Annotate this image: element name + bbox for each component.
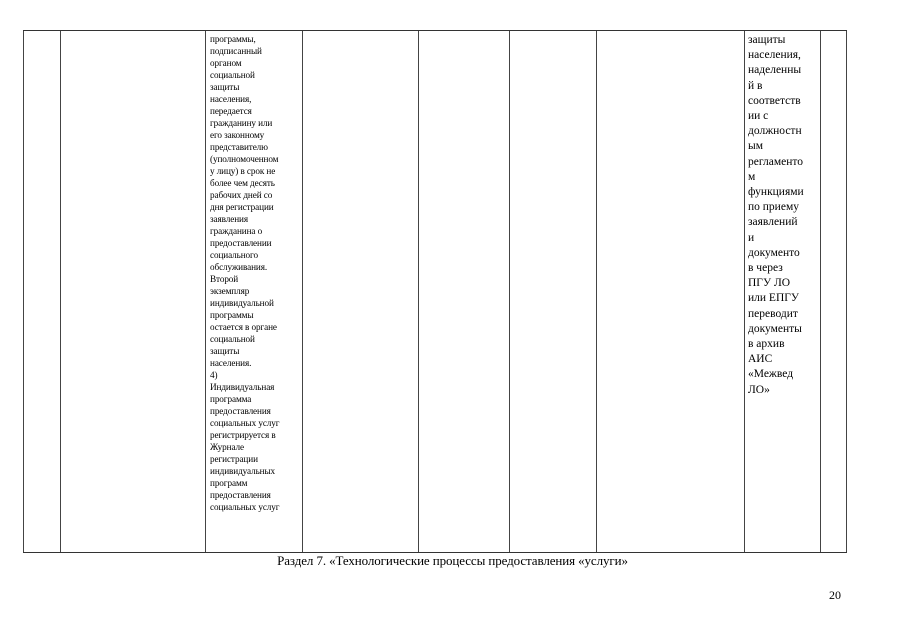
table-column-border (60, 31, 61, 552)
table-column-border (846, 31, 847, 552)
responsible-executor-cell: защиты населения, наделенны й в соответств ии с должностн ым регламенто м функциями по приему заявлений и документо в через ПГУ ЛО или ЕПГУ переводит документы в архив АИС «Межвед ЛО» (748, 34, 804, 396)
table-column-border (596, 31, 597, 552)
table-column-border (23, 31, 24, 552)
table-column-border (820, 31, 821, 552)
page-number: 20 (829, 588, 841, 602)
table-column-border (205, 31, 206, 552)
document-table (23, 30, 847, 553)
table-column-border (744, 31, 745, 552)
section-title: Раздел 7. «Технологические процессы предоставления «услуги» (277, 553, 628, 568)
procedure-description-cell: программы, подписанный органом социальной защиты населения, передается гражданину или его законному представителю (уполномоченном у лицу) в срок не более чем десять рабочих дней со дня регистрации заявления гражданина о предоставлении социального обслуживания. Второй экземпляр индивидуальной программы остается в органе социальной защиты населения. 4) Индивидуальная программа предоставления социальных услуг регистрируется в Журнале регистрации индивидуальных программ предоставления социальных услуг (210, 34, 280, 512)
table-column-border (302, 31, 303, 552)
table-column-border (418, 31, 419, 552)
table-column-border (509, 31, 510, 552)
